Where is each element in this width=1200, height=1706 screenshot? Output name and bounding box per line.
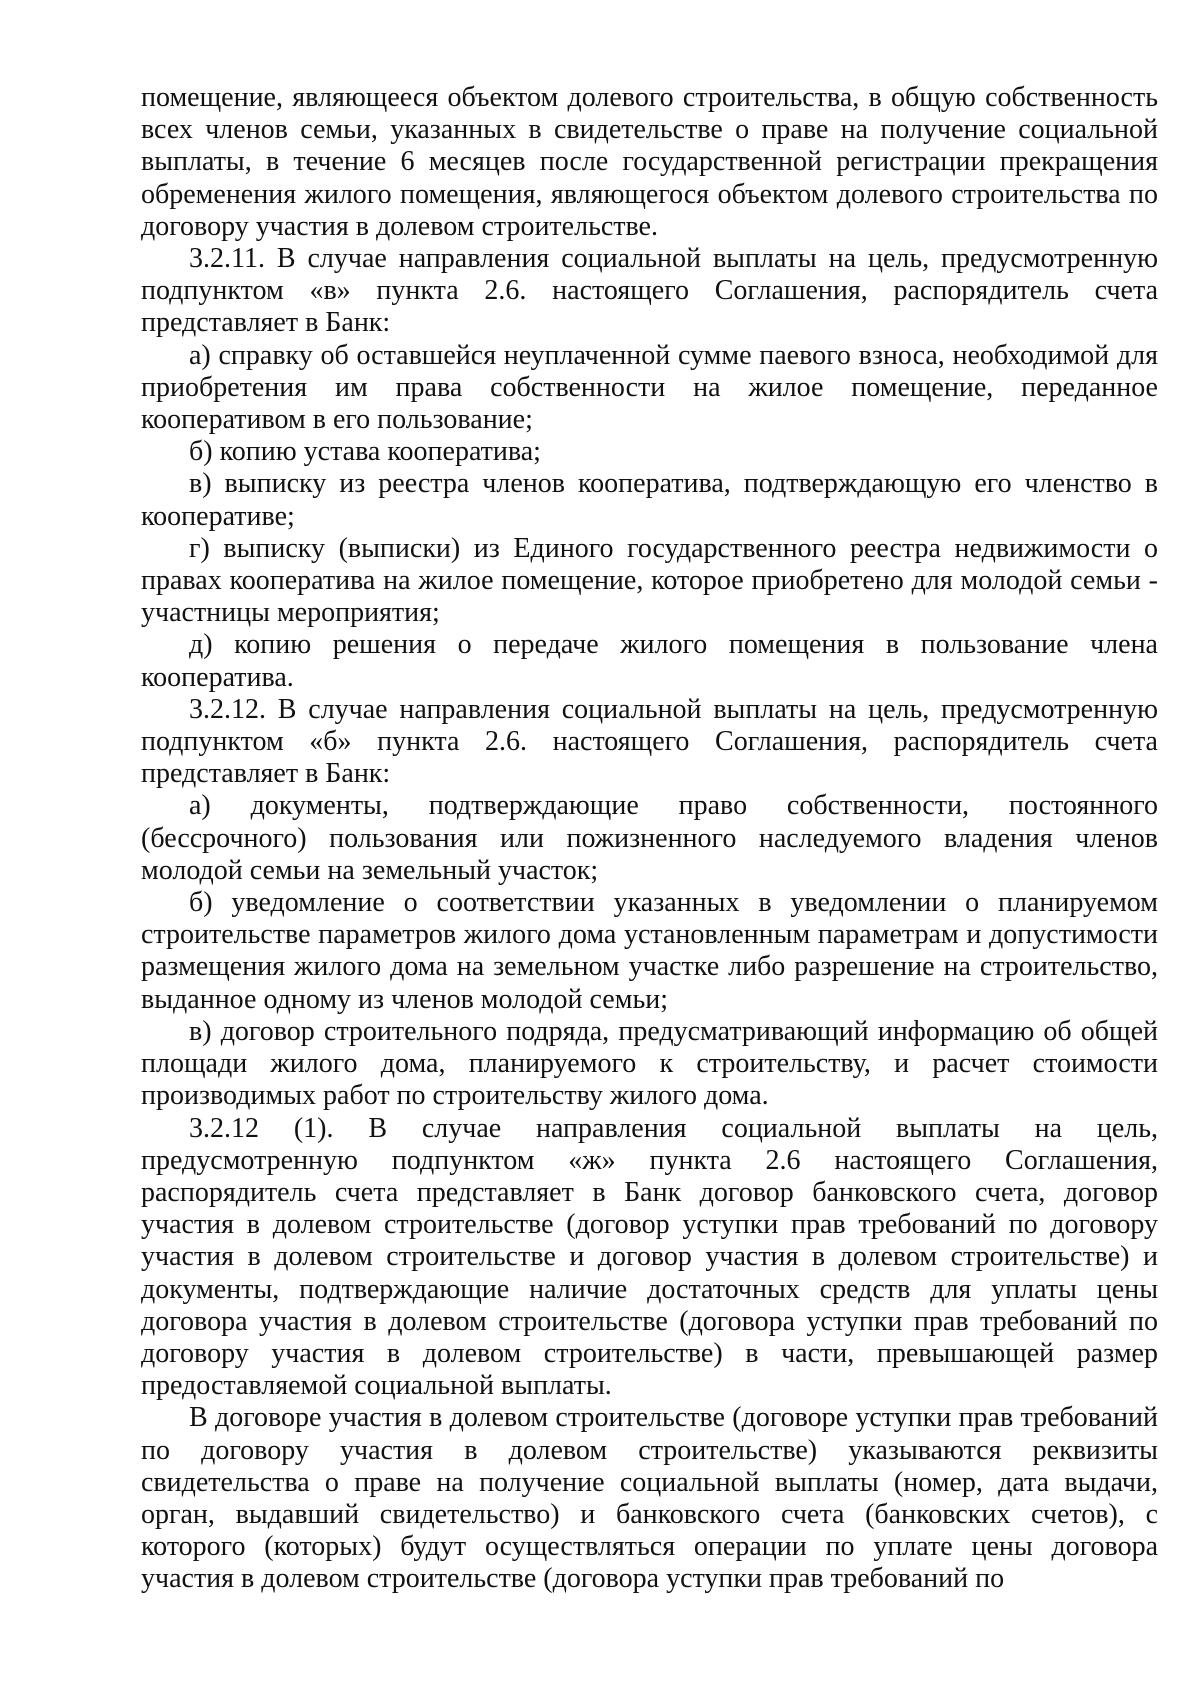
list-item-g: г) выписку (выписки) из Единого государственного реестра недвижимости о правах кооператива на жилое помещение, которое приобретено для молодой семьи - участницы мероприятия; — [141, 532, 1158, 629]
paragraph-contract-details: В договоре участия в долевом строительстве (договоре уступки прав требований по договору участия в долевом строительстве) указываются реквизиты свидетельства о праве на получение социальной выплаты (номер, дата выдачи, орган, выдавший свидетельство) и банковского счета (банковских счетов), с которого (которых) будут осуществляться операции по уплате цены договора участия в долевом строительстве (договора уступки прав требований по — [141, 1402, 1158, 1595]
list-item-v: в) выписку из реестра членов кооператива, подтверждающую его членство в кооперативе; — [141, 468, 1158, 532]
list-item-b: б) уведомление о соответствии указанных в уведомлении о планируемом строительстве параметров жилого дома установленным параметрам и допустимости размещения жилого дома на земельном участке либо разрешение на строительство, выданное одному из членов молодой семьи; — [141, 887, 1158, 1015]
list-item-a: а) справку об оставшейся неуплаченной сумме паевого взноса, необходимой для приобретения им права собственности на жилое помещение, переданное кооперативом в его пользование; — [141, 339, 1158, 436]
document-page — [141, 82, 1158, 1596]
paragraph-3-2-11: 3.2.11. В случае направления социальной выплаты на цель, предусмотренную подпунктом «в» пункта 2.6. настоящего Соглашения, распорядитель счета представляет в Банк: — [141, 243, 1158, 339]
list-item-a: а) документы, подтверждающие право собственности, постоянного (бессрочного) пользования или пожизненного наследуемого владения членов молодой семьи на земельный участок; — [141, 790, 1158, 886]
list-item-v: в) договор строительного подряда, предусматривающий информацию об общей площади жилого дома, планируемого к строительству, и расчет стоимости производимых работ по строительству жилого дома. — [141, 1015, 1158, 1112]
list-item-d: д) копию решения о передаче жилого помещения в пользование члена кооператива. — [141, 629, 1158, 693]
paragraph-3-2-12-1: 3.2.12 (1). В случае направления социальной выплаты на цель, предусмотренную подпунктом «ж» пункта 2.6 настоящего Соглашения, распорядитель счета представляет в Банк договор банковского счета, договор участия в долевом строительстве (договор уступки прав требований по договору участия в долевом строительстве и договор участия в долевом строительстве) и документы, подтверждающие наличие достаточных средств для уплаты цены договора участия в долевом строительстве (договора уступки прав требований по договору участия в долевом строительстве) в части, превышающей размер предоставляемой социальной выплаты. — [141, 1112, 1158, 1402]
paragraph-continuation: помещение, являющееся объектом долевого строительства, в общую собственность всех членов семьи, указанных в свидетельстве о праве на получение социальной выплаты, в течение 6 месяцев после государственной регистрации прекращения обременения жилого помещения, являющегося объектом долевого строительства по договору участия в долевом строительстве. — [141, 82, 1158, 242]
list-item-b: б) копию устава кооператива; — [189, 436, 541, 468]
paragraph-3-2-12: 3.2.12. В случае направления социальной выплаты на цель, предусмотренную подпунктом «б» пункта 2.6. настоящего Соглашения, распорядитель счета представляет в Банк: — [141, 693, 1158, 790]
